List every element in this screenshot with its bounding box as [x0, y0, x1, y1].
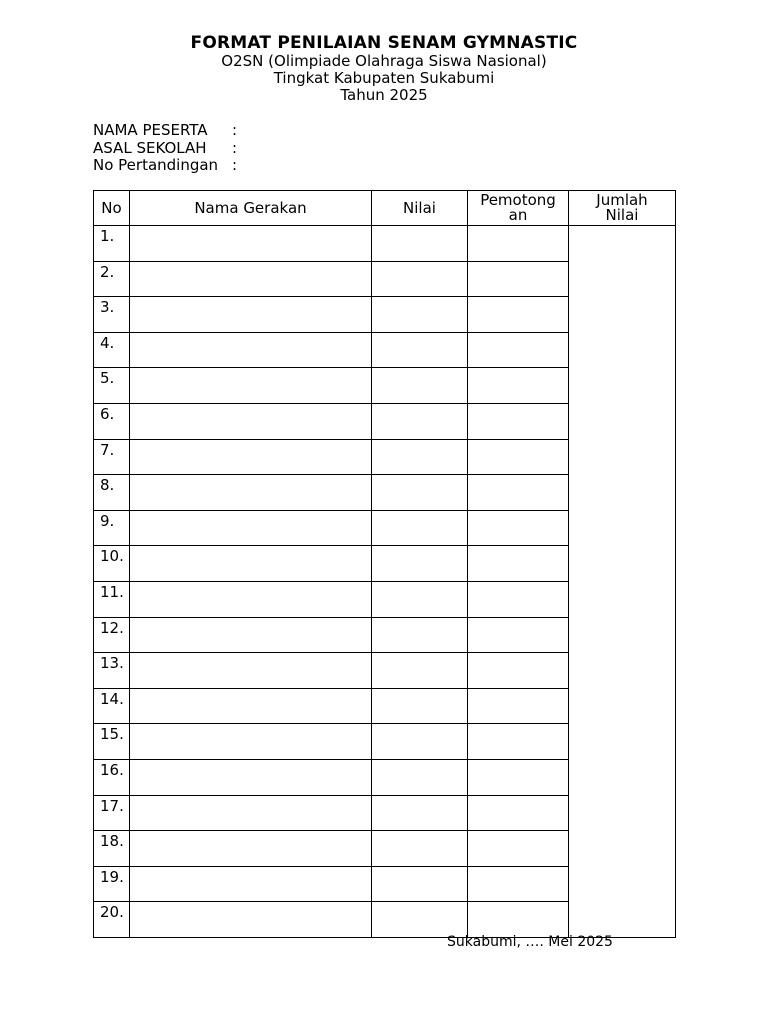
nilai-cell	[372, 475, 468, 511]
row-number: 9.	[94, 510, 130, 546]
column-header-nilai: Nilai	[372, 191, 468, 226]
gerakan-cell	[130, 226, 372, 262]
table-header-row	[94, 191, 676, 226]
row-number: 12.	[94, 617, 130, 653]
pemotongan-cell	[468, 581, 569, 617]
pemotongan-cell	[468, 332, 569, 368]
nilai-cell	[372, 902, 468, 938]
row-number: 17.	[94, 795, 130, 831]
row-number: 20.	[94, 902, 130, 938]
pemotongan-cell	[468, 261, 569, 297]
row-number: 5.	[94, 368, 130, 404]
nilai-cell	[372, 510, 468, 546]
gerakan-cell	[130, 866, 372, 902]
row-number: 7.	[94, 439, 130, 475]
document-subtitle: O2SN (Olimpiade Olahraga Siswa Nasional)	[221, 52, 547, 70]
info-label: No Pertandingan	[93, 156, 219, 174]
column-header-pemotongan	[468, 191, 569, 226]
gerakan-cell	[130, 759, 372, 795]
row-number: 4.	[94, 332, 130, 368]
row-number: 18.	[94, 831, 130, 867]
pemotongan-cell	[468, 831, 569, 867]
row-number: 3.	[94, 297, 130, 333]
gerakan-cell	[130, 617, 372, 653]
info-colon: :	[232, 121, 238, 139]
gerakan-cell	[130, 403, 372, 439]
gerakan-cell	[130, 581, 372, 617]
pemotongan-cell	[468, 226, 569, 262]
column-header-pemotongan-line2: an	[508, 206, 528, 224]
table-row	[94, 226, 676, 262]
row-number: 19.	[94, 866, 130, 902]
nilai-cell	[372, 688, 468, 724]
nilai-cell	[372, 226, 468, 262]
gerakan-cell	[130, 688, 372, 724]
column-header-pemotongan-line1: Pemotong	[480, 191, 556, 209]
nilai-cell	[372, 403, 468, 439]
nilai-cell	[372, 724, 468, 760]
row-number: 6.	[94, 403, 130, 439]
nilai-cell	[372, 297, 468, 333]
row-number: 15.	[94, 724, 130, 760]
nilai-cell	[372, 759, 468, 795]
pemotongan-cell	[468, 617, 569, 653]
row-number: 2.	[94, 261, 130, 297]
gerakan-cell	[130, 831, 372, 867]
pemotongan-cell	[468, 439, 569, 475]
gerakan-cell	[130, 261, 372, 297]
nilai-cell	[372, 866, 468, 902]
column-header-jumlah-line1: Jumlah	[596, 191, 648, 209]
row-number: 10.	[94, 546, 130, 582]
nilai-cell	[372, 795, 468, 831]
document-title: FORMAT PENILAIAN SENAM GYMNASTIC	[190, 33, 578, 53]
gerakan-cell	[130, 475, 372, 511]
gerakan-cell	[130, 653, 372, 689]
info-row-no-pertandingan	[93, 156, 238, 175]
info-colon: :	[232, 156, 238, 174]
info-label: NAMA PESERTA	[93, 121, 208, 139]
column-header-nama-gerakan: Nama Gerakan	[130, 191, 372, 226]
document-year: Tahun 2025	[340, 86, 428, 104]
gerakan-cell	[130, 332, 372, 368]
column-header-jumlah-line2: Nilai	[605, 206, 639, 224]
pemotongan-cell	[468, 510, 569, 546]
nilai-cell	[372, 546, 468, 582]
row-number: 1.	[94, 226, 130, 262]
info-row-nama-peserta	[93, 121, 238, 140]
pemotongan-cell	[468, 653, 569, 689]
nilai-cell	[372, 439, 468, 475]
document-header	[0, 33, 768, 104]
pemotongan-cell	[468, 368, 569, 404]
nilai-cell	[372, 617, 468, 653]
pemotongan-cell	[468, 475, 569, 511]
nilai-cell	[372, 653, 468, 689]
gerakan-cell	[130, 902, 372, 938]
place-date: Sukabumi, …. Mei 2025	[447, 934, 613, 950]
pemotongan-cell	[468, 724, 569, 760]
nilai-cell	[372, 332, 468, 368]
gerakan-cell	[130, 546, 372, 582]
pemotongan-cell	[468, 297, 569, 333]
pemotongan-cell	[468, 759, 569, 795]
nilai-cell	[372, 261, 468, 297]
gerakan-cell	[130, 724, 372, 760]
row-number: 8.	[94, 475, 130, 511]
pemotongan-cell	[468, 795, 569, 831]
score-table-body	[94, 226, 676, 938]
pemotongan-cell	[468, 546, 569, 582]
score-table	[93, 190, 676, 938]
document-level: Tingkat Kabupaten Sukabumi	[273, 69, 495, 87]
row-number: 11.	[94, 581, 130, 617]
info-colon: :	[232, 138, 238, 157]
pemotongan-cell	[468, 688, 569, 724]
info-label: ASAL SEKOLAH	[93, 138, 207, 157]
pemotongan-cell	[468, 902, 569, 938]
column-header-no: No	[94, 191, 130, 226]
pemotongan-cell	[468, 866, 569, 902]
gerakan-cell	[130, 368, 372, 404]
gerakan-cell	[130, 439, 372, 475]
column-header-jumlah-nilai	[569, 191, 676, 226]
participant-info	[93, 121, 238, 175]
gerakan-cell	[130, 297, 372, 333]
info-row-asal-sekolah	[93, 138, 238, 158]
pemotongan-cell	[468, 403, 569, 439]
nilai-cell	[372, 831, 468, 867]
row-number: 13.	[94, 653, 130, 689]
gerakan-cell	[130, 795, 372, 831]
nilai-cell	[372, 581, 468, 617]
gerakan-cell	[130, 510, 372, 546]
nilai-cell	[372, 368, 468, 404]
row-number: 16.	[94, 759, 130, 795]
jumlah-nilai-cell	[569, 226, 676, 938]
row-number: 14.	[94, 688, 130, 724]
